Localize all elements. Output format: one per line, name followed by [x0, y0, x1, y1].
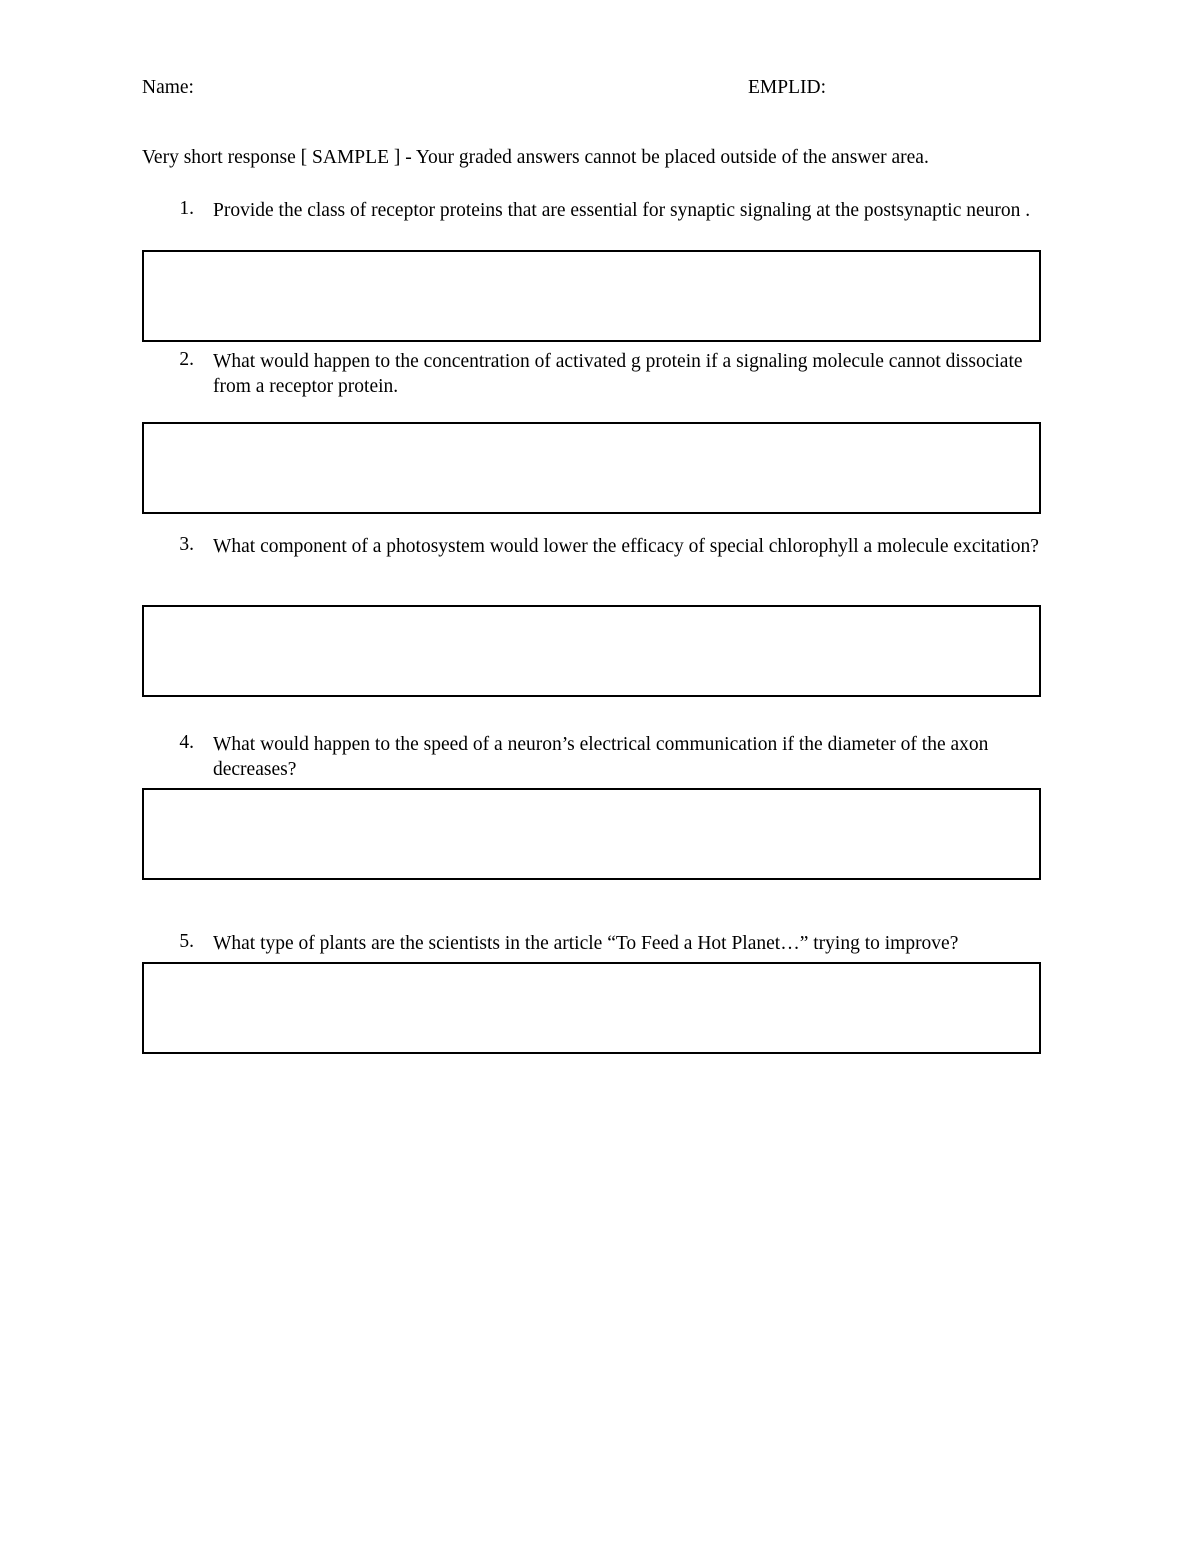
question-number: 5.	[179, 931, 194, 952]
answer-box-1[interactable]	[142, 250, 1041, 342]
question-number: 3.	[179, 534, 194, 555]
question-number: 1.	[179, 198, 194, 219]
question-text: What type of plants are the scientists in the article “To Feed a Hot Planet…” trying to improve?	[213, 933, 959, 954]
name-label: Name:	[142, 77, 194, 98]
emplid-label: EMPLID:	[748, 77, 826, 98]
question-number: 4.	[179, 732, 194, 753]
answer-box-5[interactable]	[142, 962, 1041, 1054]
answer-box-3[interactable]	[142, 605, 1041, 697]
answer-box-2[interactable]	[142, 422, 1041, 514]
question-text: What component of a photosystem would lower the efficacy of special chlorophyll a molecule excitation?	[213, 536, 1039, 557]
question-text: What would happen to the concentration of activated g protein if a signaling molecule cannot dissociate from a receptor protein.	[213, 351, 1023, 397]
question-text: Provide the class of receptor proteins that are essential for synaptic signaling at the postsynaptic neuron .	[213, 200, 1031, 221]
answer-box-4[interactable]	[142, 788, 1041, 880]
question-number: 2.	[179, 349, 194, 370]
question-text: What would happen to the speed of a neuron’s electrical communication if the diameter of the axon decreases?	[213, 734, 989, 780]
instructions-text: Very short response [ SAMPLE ] - Your graded answers cannot be placed outside of the answer area.	[142, 147, 929, 168]
